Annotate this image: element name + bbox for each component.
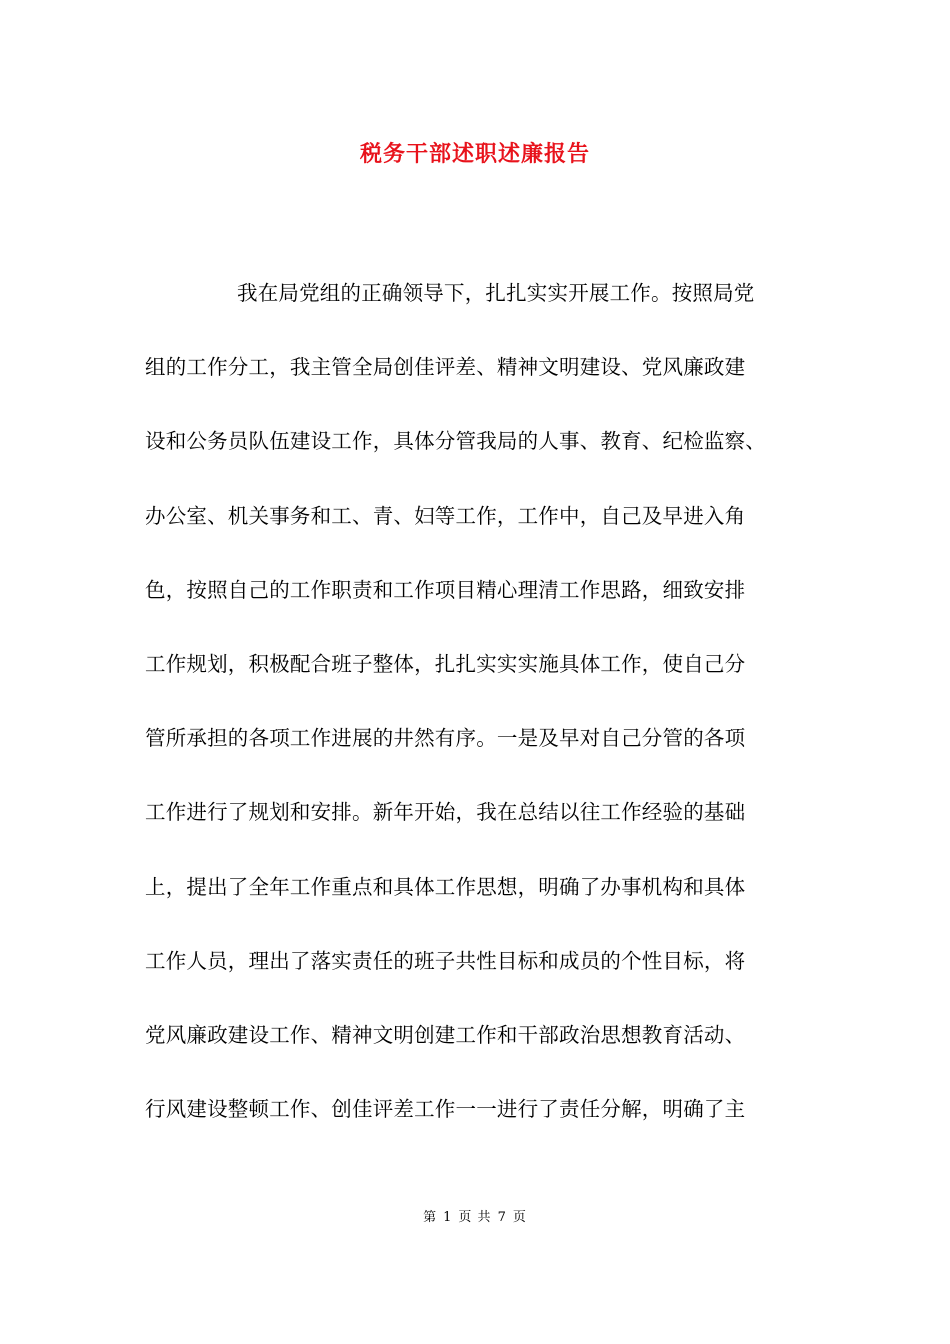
- body-line: 党风廉政建设工作、精神文明创建工作和干部政治思想教育活动、: [145, 1022, 746, 1047]
- page-label-suffix: 页: [512, 1210, 527, 1225]
- body-line: 设和公务员队伍建设工作，具体分管我局的人事、教育、纪检监察、: [145, 429, 766, 454]
- page-footer: [0, 1209, 950, 1227]
- body-line: 上，提出了全年工作重点和具体工作思想，明确了办事机构和具体: [145, 874, 746, 899]
- body-line: 工作人员，理出了落实责任的班子共性目标和成员的个性目标，将: [145, 948, 746, 973]
- body-line: 组的工作分工，我主管全局创佳评差、精神文明建设、党风廉政建: [145, 355, 746, 380]
- current-page-number: 1: [443, 1210, 453, 1225]
- page-label-prefix: 第: [423, 1210, 438, 1225]
- body-line: 行风建设整顿工作、创佳评差工作一一进行了责任分解，明确了主: [145, 1097, 746, 1122]
- document-title: 税务干部述职述廉报告: [359, 141, 590, 167]
- body-line: 工作规划，积极配合班子整体，扎扎实实实施具体工作，使自己分: [145, 651, 746, 676]
- body-line: 管所承担的各项工作进展的井然有序。一是及早对自己分管的各项: [145, 726, 746, 751]
- body-line: 色，按照自己的工作职责和工作项目精心理清工作思路，细致安排: [145, 577, 746, 602]
- body-line: 办公室、机关事务和工、青、妇等工作，工作中，自己及早进入角: [145, 503, 746, 528]
- document-body: [145, 276, 835, 1166]
- total-pages-number: 7: [497, 1210, 507, 1225]
- body-line: 我在局党组的正确领导下，扎扎实实开展工作。按照局党: [237, 281, 755, 305]
- body-line: 工作进行了规划和安排。新年开始，我在总结以往工作经验的基础: [145, 800, 746, 825]
- page-label-mid: 页 共: [458, 1210, 492, 1225]
